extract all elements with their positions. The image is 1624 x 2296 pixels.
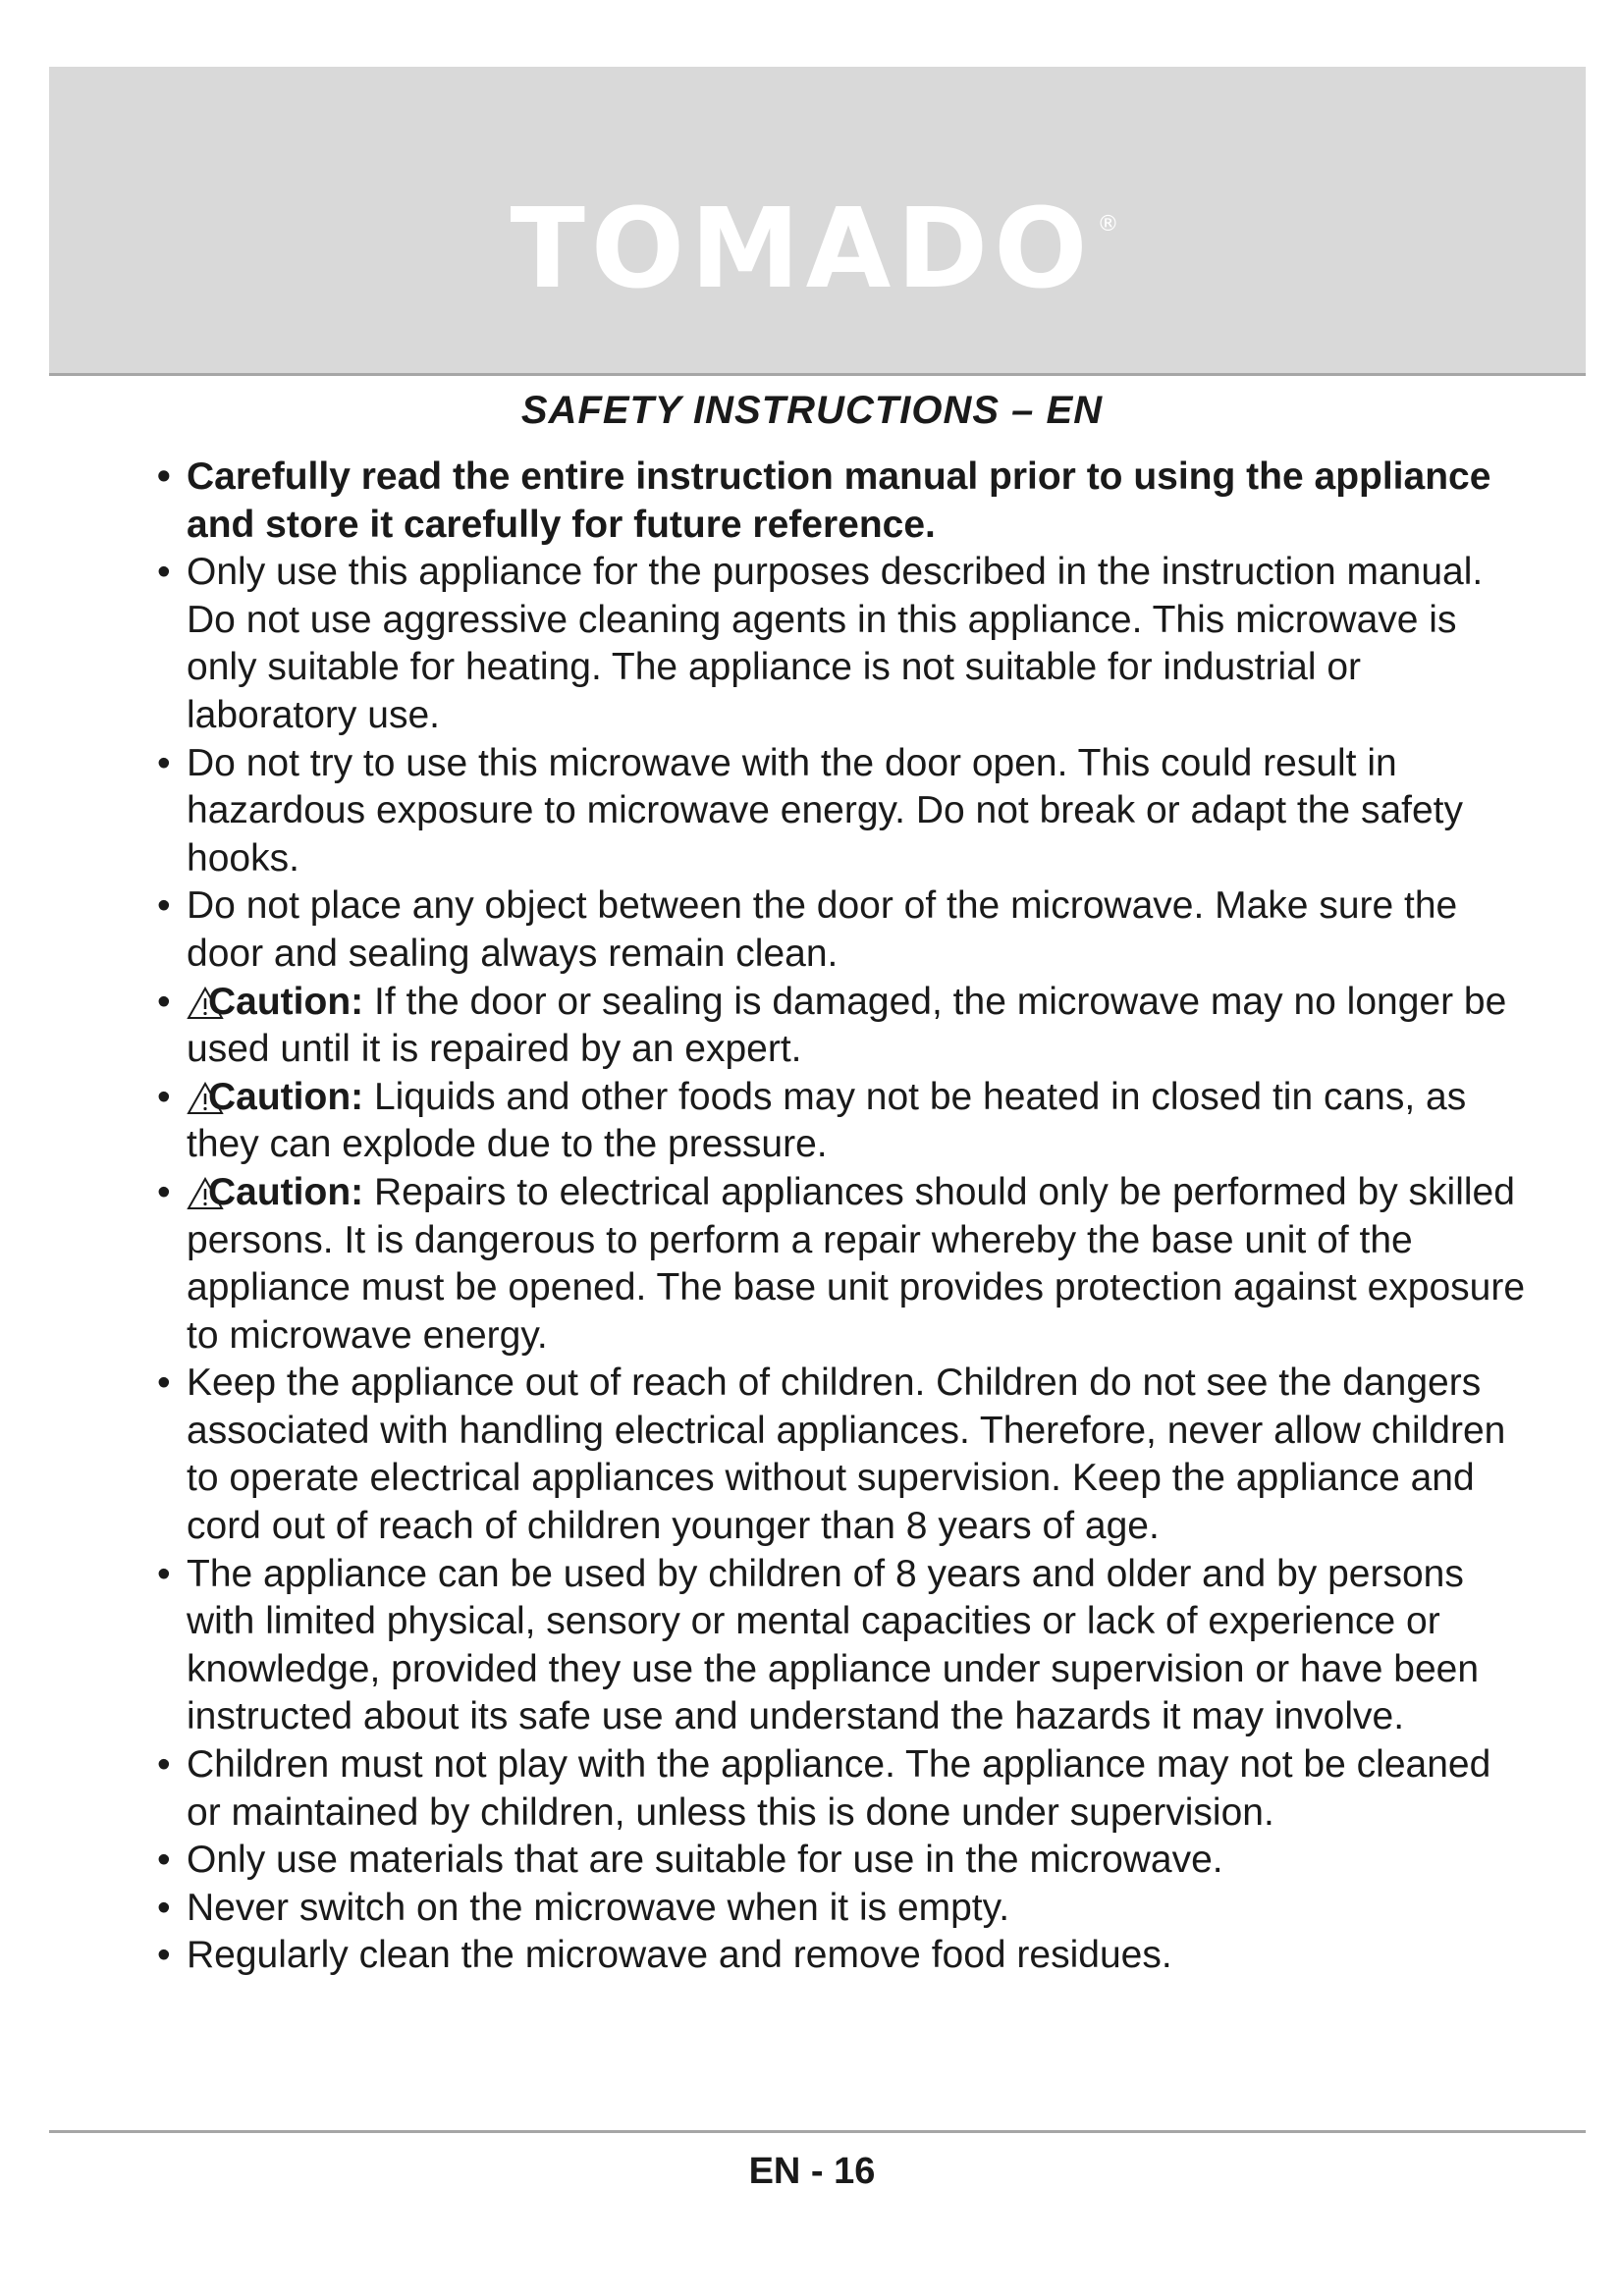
item-text: Only use materials that are suitable for use in the microwave. — [187, 1839, 1223, 1882]
item-text: Never switch on the microwave when it is empty. — [187, 1886, 1010, 1929]
list-item — [157, 454, 1532, 549]
list-item — [157, 1360, 1532, 1550]
caution-label: Caution: — [208, 1170, 364, 1213]
brand-logo — [49, 186, 1586, 313]
list-item — [157, 882, 1532, 978]
item-text: Regularly clean the microwave and remove food residues. — [187, 1934, 1172, 1977]
item-text: Do not place any object between the door of the microwave. Make sure the door and sealing always remain clean. — [187, 884, 1458, 975]
item-text: If the door or sealing is damaged, the microwave may no longer be used until it is repaired by an expert. — [187, 980, 1507, 1071]
header-band — [49, 67, 1586, 376]
page-title: SAFETY INSTRUCTIONS – EN — [520, 389, 1104, 432]
item-text: Liquids and other foods may not be heated in closed tin cans, as they can explode due to the pressure. — [187, 1075, 1467, 1166]
caution-label: Caution: — [208, 980, 364, 1023]
list-item — [157, 1741, 1532, 1837]
list-item — [157, 1837, 1532, 1885]
item-text: Keep the appliance out of reach of children. Children do not see the dangers associated with handling electrical appliances. Therefore, never allow children to operate electrical appliances without supervision. Keep the appliance and cord out of reach of children younger than 8 years of age. — [187, 1362, 1506, 1548]
page-number: EN - 16 — [748, 2151, 876, 2192]
list-item — [157, 1885, 1532, 1933]
list-item — [157, 740, 1532, 883]
item-text: Carefully read the entire instruction manual prior to using the appliance and store it carefully for future reference. — [187, 455, 1491, 546]
list-item-caution — [157, 1169, 1532, 1360]
item-text: Do not try to use this microwave with the door open. This could result in hazardous exposure to microwave energy. Do not break or adapt the safety hooks. — [187, 741, 1464, 880]
footer-divider — [49, 2130, 1586, 2133]
list-item-caution — [157, 979, 1532, 1074]
list-item-caution — [157, 1074, 1532, 1169]
registered-mark: ® — [1097, 212, 1125, 237]
item-text: The appliance can be used by children of 8 years and older and by persons with limited physical, sensory or mental capacities or lack of experience or knowledge, provided they use the appliance under supervision or have been instructed about its safe use and understand the hazards it may involve. — [187, 1552, 1480, 1738]
list-item — [157, 1932, 1532, 1980]
item-text: Only use this appliance for the purposes described in the instruction manual. Do not use aggressive cleaning agents in this appliance. This microwave is only suitable for heating. The appliance is not suitable for industrial or laboratory use. — [187, 551, 1484, 736]
item-text: Repairs to electrical appliances should only be performed by skilled persons. It is dangerous to perform a repair whereby the base unit of the appliance must be opened. The base unit provides protection against exposure to microwave energy. — [187, 1170, 1526, 1357]
list-item — [157, 549, 1532, 739]
item-text: Children must not play with the appliance. The appliance may not be cleaned or maintained by children, unless this is done under supervision. — [187, 1743, 1491, 1834]
brand-logo-text: TOMADO — [510, 186, 1094, 313]
safety-instructions-list — [157, 454, 1532, 1980]
list-item — [157, 1551, 1532, 1741]
caution-label: Caution: — [208, 1075, 364, 1118]
